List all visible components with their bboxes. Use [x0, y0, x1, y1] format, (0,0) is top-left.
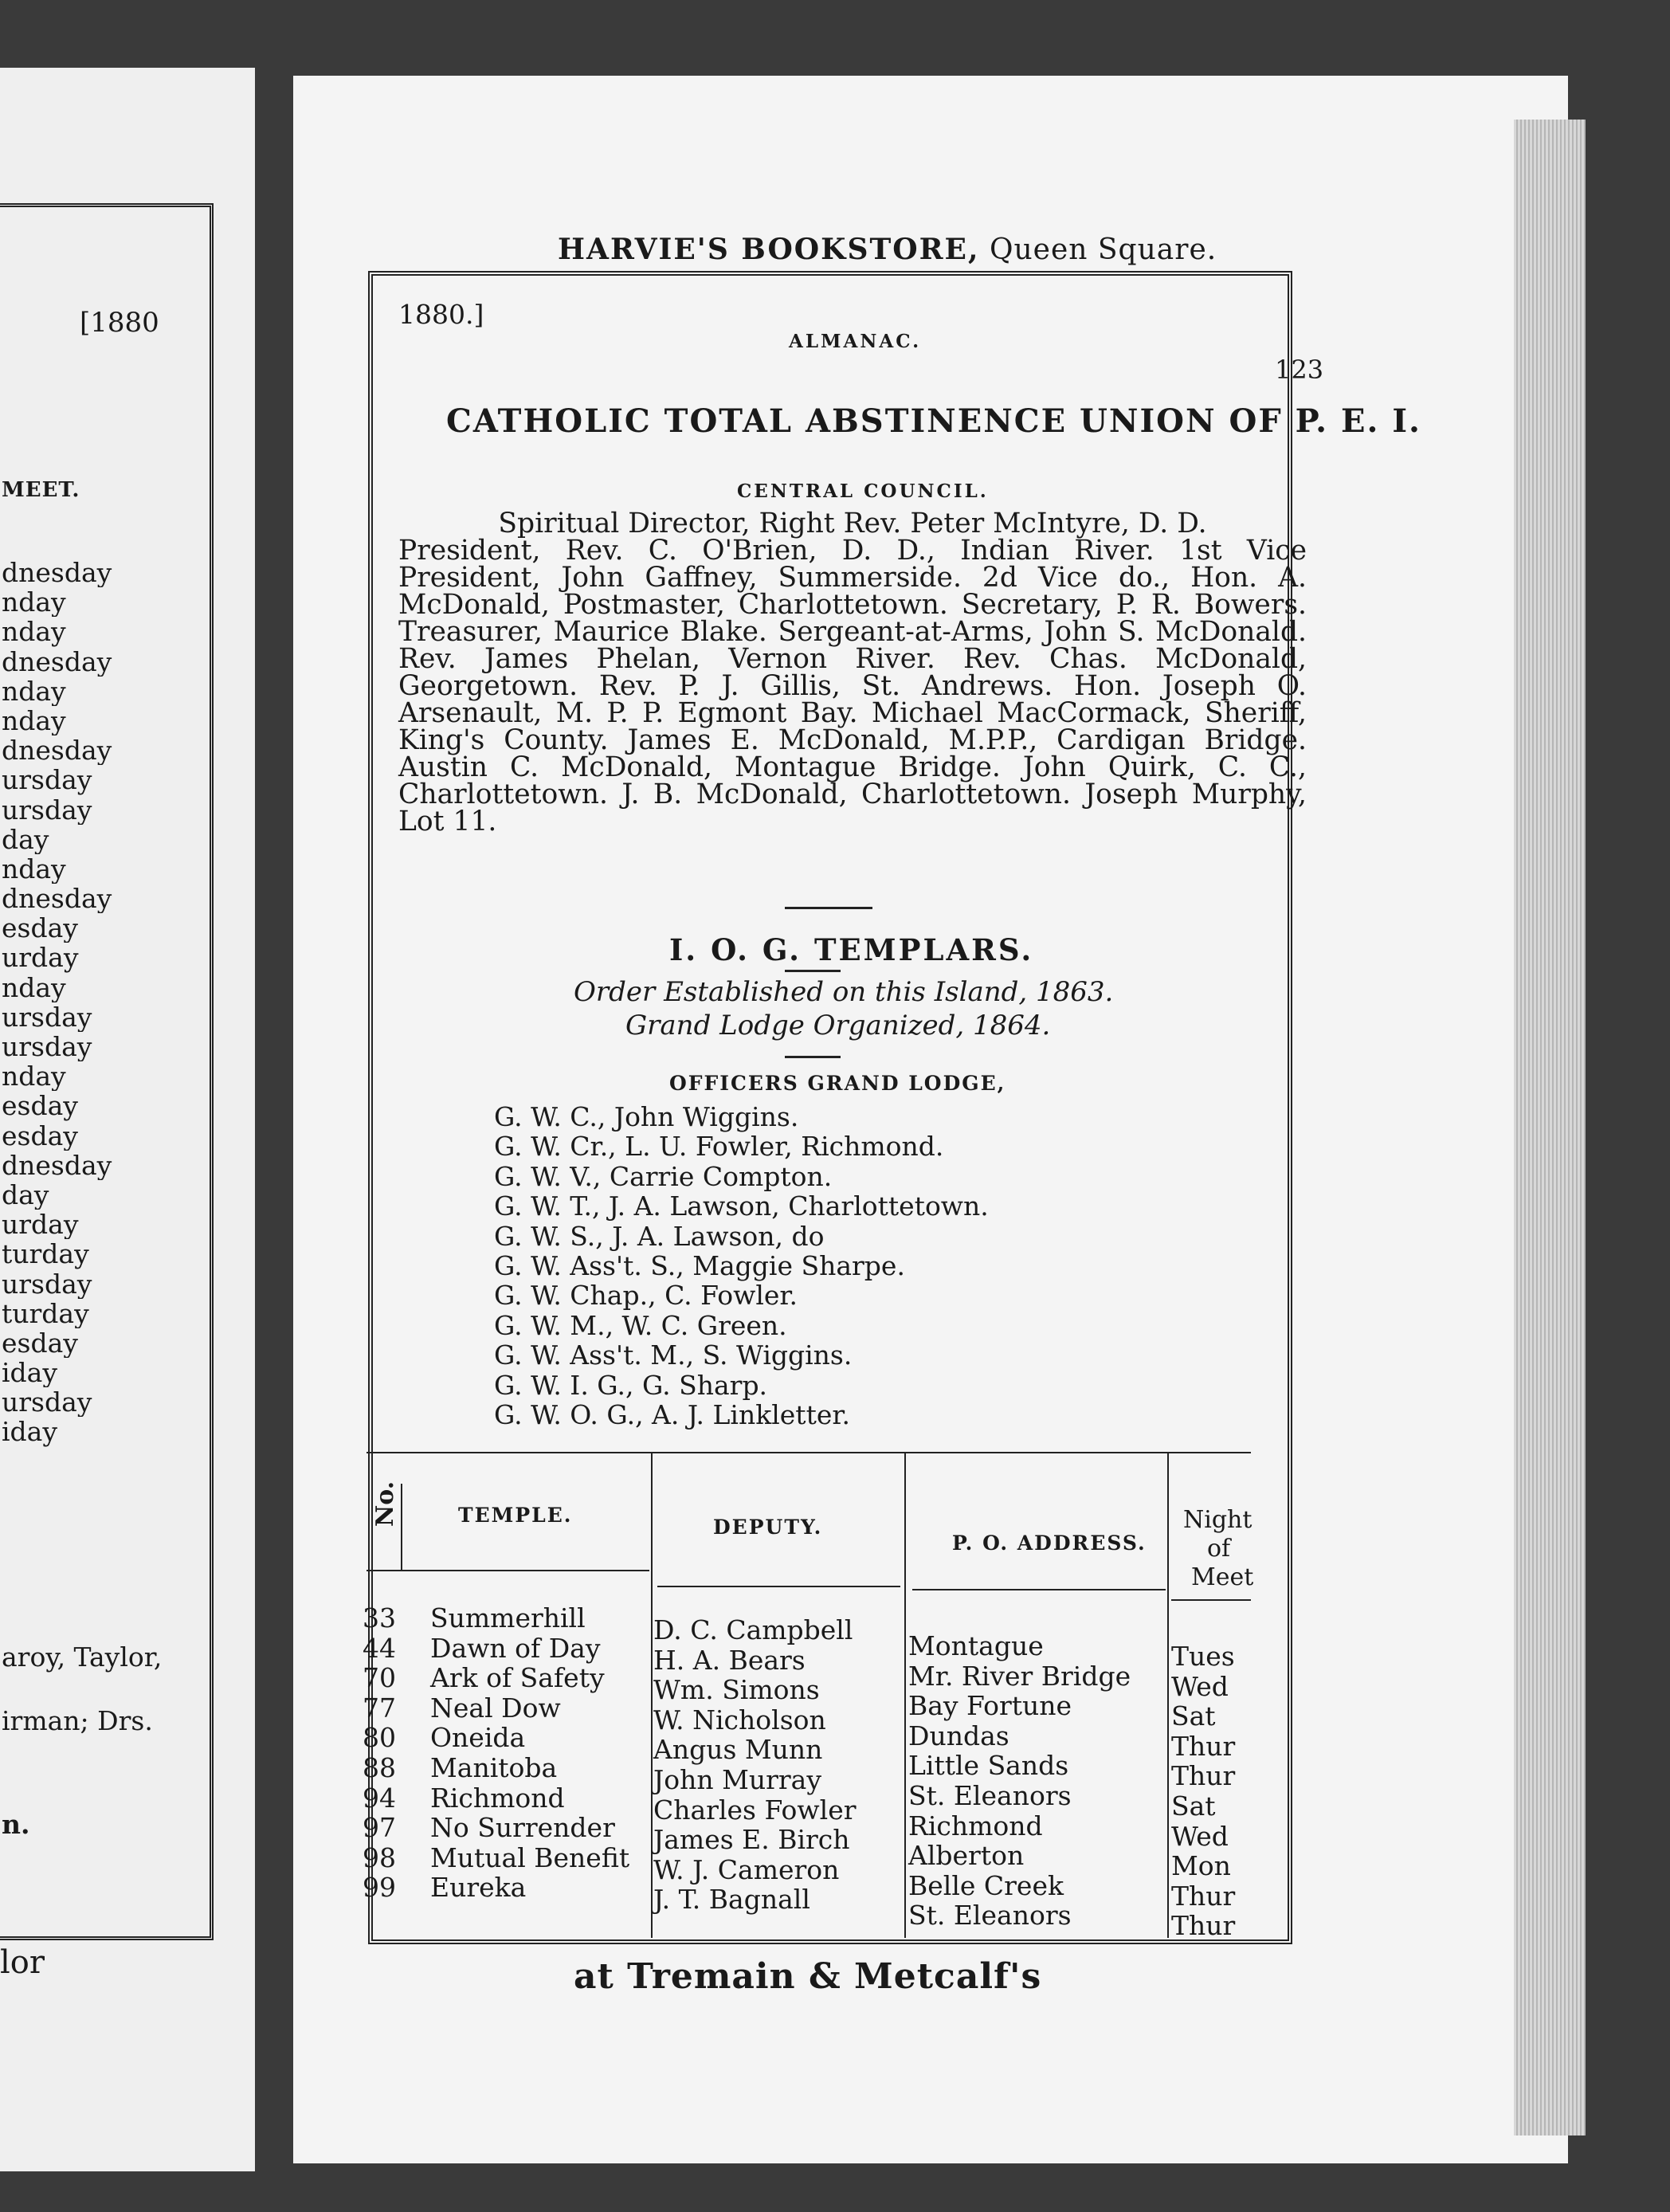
day-fragment: dnesday: [2, 1150, 112, 1180]
meeting-night: Thur: [1171, 1910, 1236, 1942]
temple-name: Mutual Benefit: [430, 1841, 630, 1873]
header-rule: [657, 1586, 900, 1587]
column-header-night: of: [1207, 1535, 1231, 1563]
officer-entry: G. W. T., J. A. Lawson, Charlottetown.: [494, 1190, 989, 1222]
temple-name: Richmond: [430, 1782, 565, 1814]
divider-rule: [785, 970, 841, 972]
officer-entry: G. W. C., John Wiggins.: [494, 1101, 799, 1132]
meeting-night: Wed: [1171, 1670, 1229, 1702]
grand-lodge-organized: Grand Lodge Organized, 1864.: [625, 1010, 1051, 1041]
temple-name: Summerhill: [430, 1602, 586, 1634]
column-rule: [1167, 1452, 1169, 1938]
deputy-name: W. J. Cameron: [653, 1853, 840, 1885]
day-fragment: turday: [2, 1298, 89, 1328]
central-council-heading: CENTRAL COUNCIL.: [737, 480, 989, 502]
officer-entry: G. W. Chap., C. Fowler.: [494, 1280, 798, 1312]
day-fragment: nday: [2, 676, 66, 706]
meeting-night: Thur: [1171, 1880, 1236, 1912]
temple-name: Ark of Safety: [430, 1662, 605, 1694]
meeting-night: Thur: [1171, 1730, 1236, 1762]
header-rule: [912, 1589, 1166, 1590]
column-header-deputy: DEPUTY.: [713, 1516, 823, 1539]
meeting-night: Tues: [1171, 1641, 1235, 1672]
catholic-union-title: CATHOLIC TOTAL ABSTINENCE UNION OF P. E. I.: [446, 402, 1421, 440]
page-number: 123: [1275, 355, 1324, 385]
officer-entry: G. W. I. G., G. Sharp.: [494, 1369, 768, 1401]
day-fragment: nday: [2, 972, 66, 1002]
left-footer-line: n.: [2, 1809, 30, 1840]
day-fragment: nday: [2, 853, 66, 884]
day-fragment: urday: [2, 943, 79, 973]
day-fragment: day: [2, 1179, 49, 1210]
lodge-number: 80: [363, 1722, 396, 1754]
meeting-night: Sat: [1171, 1700, 1216, 1732]
left-day-list: [2, 558, 177, 1447]
day-fragment: esday: [2, 1328, 78, 1359]
divider-rule: [785, 907, 872, 909]
templars-title: I. O. G. TEMPLARS.: [669, 932, 1034, 967]
day-fragment: dnesday: [2, 735, 112, 766]
day-fragment: esday: [2, 913, 78, 943]
officers-heading: OFFICERS GRAND LODGE,: [669, 1072, 1006, 1095]
temple-column: [394, 1603, 629, 1903]
page-title: ALMANAC.: [789, 331, 922, 352]
day-fragment: esday: [2, 1120, 78, 1151]
day-fragment: nday: [2, 587, 66, 618]
lodge-number: 44: [363, 1632, 396, 1664]
officers-list: [494, 1102, 989, 1430]
officer-entry: G. W. M., W. C. Green.: [494, 1309, 787, 1341]
left-page-year: [1880: [80, 307, 159, 339]
column-header-night: Meet: [1191, 1563, 1254, 1591]
number-column: [363, 1603, 396, 1903]
address-column: [908, 1631, 1131, 1931]
page-edges: [1514, 120, 1586, 2136]
lodges-table: [363, 1452, 1255, 1942]
deputy-name: H. A. Bears: [653, 1644, 806, 1676]
post-office-address: Richmond: [908, 1810, 1043, 1841]
day-fragment: turday: [2, 1239, 89, 1269]
column-rule: [401, 1484, 402, 1571]
lodge-number: 97: [363, 1812, 396, 1844]
meeting-night: Sat: [1171, 1790, 1216, 1822]
temple-name: Oneida: [430, 1722, 526, 1754]
day-fragment: day: [2, 824, 49, 854]
day-fragment: ursday: [2, 1269, 92, 1299]
officer-entry: G. W. S., J. A. Lawson, do: [494, 1220, 825, 1252]
deputy-name: Angus Munn: [653, 1734, 823, 1766]
day-fragment: dnesday: [2, 558, 112, 588]
day-fragment: esday: [2, 1091, 78, 1121]
deputy-name: Charles Fowler: [653, 1794, 857, 1826]
post-office-address: Dundas: [908, 1720, 1009, 1751]
day-fragment: nday: [2, 617, 66, 647]
day-fragment: nday: [2, 1061, 66, 1092]
officer-entry: G. W. Cr., L. U. Fowler, Richmond.: [494, 1131, 944, 1163]
left-footer-line: aroy, Taylor,: [2, 1641, 163, 1673]
central-council-text: [398, 510, 1307, 835]
header-rule: [1171, 1599, 1251, 1601]
left-column-heading: MEET.: [2, 478, 80, 502]
post-office-address: Bay Fortune: [908, 1690, 1072, 1722]
day-fragment: iday: [2, 1417, 57, 1447]
column-rule: [651, 1452, 653, 1938]
day-fragment: ursday: [2, 1387, 92, 1418]
lodge-number: 33: [363, 1602, 396, 1634]
lodge-number: 94: [363, 1782, 396, 1814]
post-office-address: Alberton: [908, 1840, 1025, 1872]
officer-entry: G. W. Ass't. M., S. Wiggins.: [494, 1339, 853, 1371]
column-rule: [904, 1452, 906, 1938]
order-established: Order Established on this Island, 1863.: [574, 976, 1114, 1008]
night-column: [1171, 1641, 1235, 1941]
column-header-no: No.: [371, 1481, 400, 1528]
post-office-address: Little Sands: [908, 1750, 1069, 1782]
day-fragment: dnesday: [2, 884, 112, 914]
day-fragment: dnesday: [2, 646, 112, 677]
day-fragment: ursday: [2, 765, 92, 795]
day-fragment: ursday: [2, 1002, 92, 1032]
council-members: President, Rev. C. O'Brien, D. D., Indian River. 1st Vice President, John Gaffney, Summerside. 2d Vice do., Hon. A. McDonald, Postmaster, Charlottetown. Secretary, P. R. Bowers. Treasurer, Maurice Blake. Sergeant-at-Arms, John S. McDonald. Rev. James Phelan, Vernon River. Rev. Chas. McDonald, Georgetown. Rev. P. J. Gillis, St. Andrews. Hon. Joseph O. Arsenault, M. P. P. Egmont Bay. Michael MacCormack, Sheriff, King's County. James E. McDonald, M.P.P., Cardigan Bridge. Austin C. McDonald, Montague Bridge. John Quirk, C. C., Charlottetown. J. B. McDonald, Charlottetown. Joseph Murphy, Lot 11.: [398, 535, 1307, 837]
day-fragment: nday: [2, 705, 66, 736]
deputy-name: James E. Birch: [653, 1824, 850, 1856]
deputy-name: Wm. Simons: [653, 1674, 820, 1706]
temple-name: Dawn of Day: [430, 1632, 601, 1664]
day-fragment: urday: [2, 1210, 79, 1240]
lodge-number: 70: [363, 1662, 396, 1694]
spiritual-director-line: Spiritual Director, Right Rev. Peter McIntyre, D. D.: [498, 508, 1207, 539]
temple-name: Eureka: [430, 1872, 527, 1904]
post-office-address: Belle Creek: [908, 1869, 1064, 1901]
deputy-name: D. C. Campbell: [653, 1614, 853, 1645]
page-year: 1880.]: [398, 299, 484, 330]
lodge-number: 77: [363, 1692, 396, 1724]
officer-entry: G. W. V., Carrie Compton.: [494, 1160, 833, 1192]
post-office-address: Montague: [908, 1630, 1044, 1661]
temple-name: Neal Dow: [430, 1692, 561, 1724]
deputy-column: [653, 1615, 857, 1915]
lodge-number: 99: [363, 1872, 396, 1904]
deputy-name: W. Nicholson: [653, 1704, 826, 1735]
left-footer-line: irman; Drs.: [2, 1705, 153, 1736]
post-office-address: Mr. River Bridge: [908, 1660, 1131, 1692]
meeting-night: Mon: [1171, 1850, 1231, 1882]
temple-name: Manitoba: [430, 1751, 558, 1783]
day-fragment: ursday: [2, 1032, 92, 1062]
lodge-number: 98: [363, 1841, 396, 1873]
header-rule: [367, 1570, 649, 1571]
column-header-temple: TEMPLE.: [458, 1504, 573, 1527]
column-header-night: Night: [1183, 1506, 1252, 1534]
printer-footer: at Tremain & Metcalf's: [574, 1956, 1042, 1997]
temple-name: No Surrender: [430, 1812, 615, 1844]
store-name: HARVIE'S BOOKSTORE,: [558, 233, 980, 266]
officer-entry: G. W. O. G., A. J. Linkletter.: [494, 1398, 850, 1430]
post-office-address: St. Eleanors: [908, 1900, 1072, 1932]
officer-entry: G. W. Ass't. S., Maggie Sharpe.: [494, 1249, 905, 1281]
left-bottom-text: lor: [0, 1944, 45, 1981]
lodge-number: 88: [363, 1751, 396, 1783]
store-location: Queen Square.: [989, 233, 1217, 266]
day-fragment: iday: [2, 1358, 57, 1388]
post-office-address: St. Eleanors: [908, 1779, 1072, 1811]
deputy-name: J. T. Bagnall: [653, 1884, 810, 1916]
meeting-night: Wed: [1171, 1820, 1229, 1852]
column-header-address: P. O. ADDRESS.: [952, 1532, 1147, 1555]
running-header: [558, 233, 1217, 266]
table-top-rule: [367, 1452, 1251, 1453]
meeting-night: Thur: [1171, 1760, 1236, 1792]
day-fragment: ursday: [2, 794, 92, 825]
deputy-name: John Murray: [653, 1763, 822, 1795]
divider-rule: [785, 1056, 841, 1058]
